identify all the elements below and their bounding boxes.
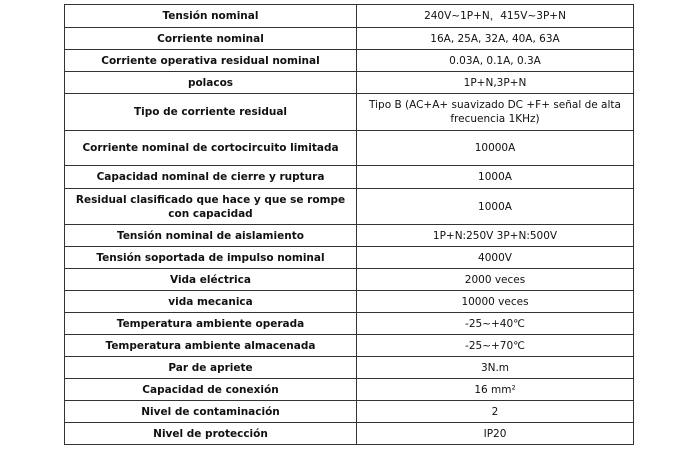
spec-row-residual-current-type (65, 94, 634, 131)
spec-value: 1P+N,3P+N (357, 72, 634, 94)
spec-value: Tipo B (AC+A+ suavizado DC +F+ señal de alta frecuencia 1KHz) (357, 94, 634, 131)
spec-label: Tensión nominal (65, 5, 357, 28)
spec-label: polacos (65, 72, 357, 94)
spec-value: 1000A (357, 189, 634, 225)
spec-row-tightening-torque (65, 357, 634, 379)
spec-value: 10000 veces (357, 291, 634, 313)
spec-label: Par de apriete (65, 357, 357, 379)
spec-row-impulse-voltage (65, 247, 634, 269)
spec-value: -25~+70℃ (357, 335, 634, 357)
spec-row-mechanical-life (65, 291, 634, 313)
spec-row-rated-voltage (65, 5, 634, 28)
spec-row-connection-capacity (65, 379, 634, 401)
spec-label: Tensión nominal de aislamiento (65, 225, 357, 247)
spec-row-pollution-degree (65, 401, 634, 423)
spec-label: Nivel de contaminación (65, 401, 357, 423)
spec-value: 2000 veces (357, 269, 634, 291)
spec-row-storage-temperature (65, 335, 634, 357)
spec-label: Capacidad nominal de cierre y ruptura (65, 166, 357, 189)
spec-row-residual-making-breaking (65, 189, 634, 225)
spec-row-protection-degree (65, 423, 634, 445)
spec-row-rated-current (65, 28, 634, 50)
spec-label: Temperatura ambiente operada (65, 313, 357, 335)
spec-row-electrical-life (65, 269, 634, 291)
spec-label: Nivel de protección (65, 423, 357, 445)
specifications-table (64, 4, 634, 445)
spec-label: Corriente nominal de cortocircuito limitada (65, 131, 357, 166)
spec-label: Corriente operativa residual nominal (65, 50, 357, 72)
spec-value: 16A, 25A, 32A, 40A, 63A (357, 28, 634, 50)
spec-row-insulation-voltage (65, 225, 634, 247)
spec-value: 10000A (357, 131, 634, 166)
spec-label: Capacidad de conexión (65, 379, 357, 401)
spec-label: Tipo de corriente residual (65, 94, 357, 131)
spec-label: Residual clasificado que hace y que se rompe con capacidad (65, 189, 357, 225)
spec-row-poles (65, 72, 634, 94)
spec-value: 2 (357, 401, 634, 423)
spec-label: Temperatura ambiente almacenada (65, 335, 357, 357)
spec-row-operating-temperature (65, 313, 634, 335)
spec-label: Vida eléctrica (65, 269, 357, 291)
spec-value: 240V~1P+N，415V~3P+N (357, 5, 634, 28)
spec-value: -25~+40℃ (357, 313, 634, 335)
spec-value: 1P+N:250V 3P+N:500V (357, 225, 634, 247)
spec-value: IP20 (357, 423, 634, 445)
spec-value: 0.03A, 0.1A, 0.3A (357, 50, 634, 72)
spec-row-short-circuit-current (65, 131, 634, 166)
spec-value: 4000V (357, 247, 634, 269)
spec-label: Tensión soportada de impulso nominal (65, 247, 357, 269)
spec-value: 3N.m (357, 357, 634, 379)
spec-row-residual-operating-current (65, 50, 634, 72)
spec-label: vida mecanica (65, 291, 357, 313)
spec-label: Corriente nominal (65, 28, 357, 50)
spec-row-making-breaking-capacity (65, 166, 634, 189)
spec-value: 16 mm² (357, 379, 634, 401)
spec-value: 1000A (357, 166, 634, 189)
